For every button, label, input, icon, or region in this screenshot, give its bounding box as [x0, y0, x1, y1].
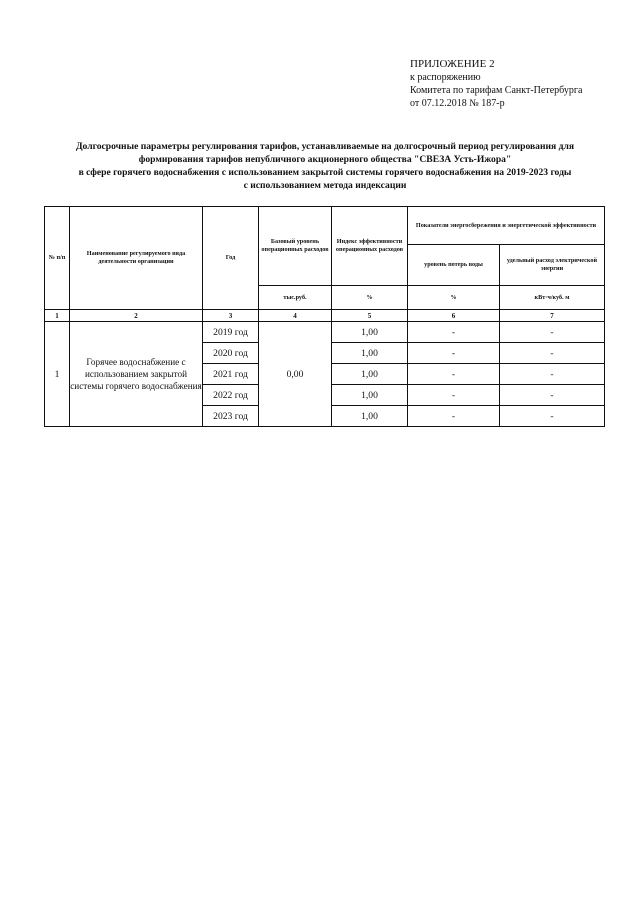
header-year: Год — [203, 207, 259, 310]
index-cell: 1,00 — [332, 322, 408, 343]
unit-index: % — [332, 286, 408, 310]
title-line-4: с использованием метода индексации — [243, 180, 407, 191]
loss-cell: - — [408, 322, 500, 343]
loss-cell: - — [408, 364, 500, 385]
unit-consumption: кВт·ч/куб. м — [500, 286, 605, 310]
loss-cell: - — [408, 406, 500, 427]
year-cell: 2019 год — [203, 322, 259, 343]
year-cell: 2022 год — [203, 385, 259, 406]
appendix-line-3: от 07.12.2018 № 187-р — [410, 98, 505, 109]
header-efficiency-index: Индекс эффективности операционных расходов — [332, 207, 408, 286]
col-number: 2 — [70, 310, 203, 322]
title-line-1: Долгосрочные параметры регулирования тарифов, устанавливаемые на долгосрочный период регулирования для — [75, 141, 575, 152]
document-title — [40, 140, 610, 192]
appendix-title: ПРИЛОЖЕНИЕ 2 — [410, 58, 495, 70]
index-cell: 1,00 — [332, 385, 408, 406]
unit-base: тыс.руб. — [259, 286, 332, 310]
header-num: № п/п — [45, 207, 70, 310]
base-level-value: 0,00 — [259, 322, 332, 427]
col-number: 7 — [500, 310, 605, 322]
col-number: 6 — [408, 310, 500, 322]
index-cell: 1,00 — [332, 343, 408, 364]
consumption-cell: - — [500, 322, 605, 343]
title-line-3: в сфере горячего водоснабжения с использованием закрытой системы горячего водоснабжения на 2019-2023 годы — [78, 167, 572, 178]
year-cell: 2021 год — [203, 364, 259, 385]
header-electricity-consumption: удельный расход электрической энергии — [500, 245, 605, 286]
consumption-cell: - — [500, 343, 605, 364]
activity-name: Горячее водоснабжение с использованием закрытой системы горячего водоснабжения — [70, 322, 203, 427]
loss-cell: - — [408, 385, 500, 406]
tariff-parameters-table — [44, 206, 605, 427]
consumption-cell: - — [500, 364, 605, 385]
header-energy-indicators: Показатели энергосбережения и энергетической эффективности — [408, 207, 605, 245]
header-base-level: Базовый уровень операционных расходов — [259, 207, 332, 286]
index-cell: 1,00 — [332, 364, 408, 385]
appendix-block — [410, 58, 582, 110]
header-activity: Наименование регулируемого вида деятельности организации — [70, 207, 203, 310]
header-water-loss: уровень потерь воды — [408, 245, 500, 286]
index-cell: 1,00 — [332, 406, 408, 427]
consumption-cell: - — [500, 385, 605, 406]
appendix-line-2: Комитета по тарифам Санкт-Петербурга — [410, 85, 583, 96]
year-cell: 2020 год — [203, 343, 259, 364]
col-number: 1 — [45, 310, 70, 322]
col-number: 5 — [332, 310, 408, 322]
col-number: 3 — [203, 310, 259, 322]
unit-loss: % — [408, 286, 500, 310]
loss-cell: - — [408, 343, 500, 364]
table-row — [45, 322, 605, 343]
consumption-cell: - — [500, 406, 605, 427]
col-number: 4 — [259, 310, 332, 322]
appendix-line-1: к распоряжению — [410, 72, 481, 83]
year-cell: 2023 год — [203, 406, 259, 427]
title-line-2: формирования тарифов непубличного акционерного общества "СВЕЗА Усть-Ижора" — [138, 154, 512, 165]
row-number: 1 — [45, 322, 70, 427]
